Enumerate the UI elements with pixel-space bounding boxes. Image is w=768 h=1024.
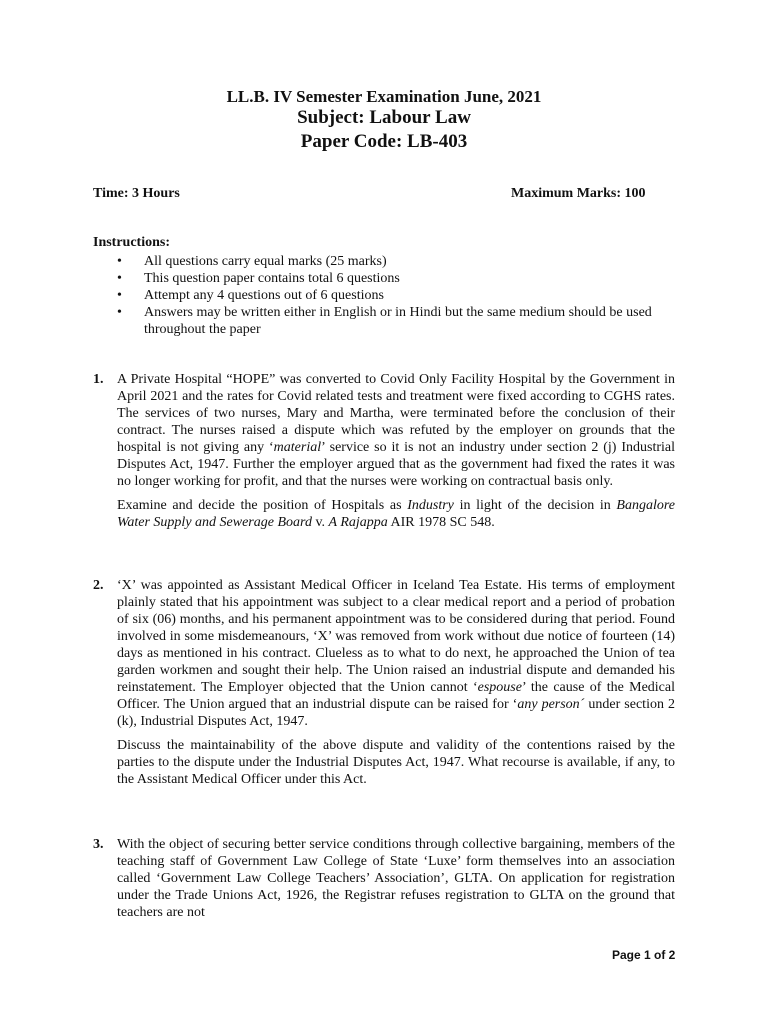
instruction-text: Attempt any 4 questions out of 6 questions bbox=[144, 288, 384, 303]
question-3 bbox=[93, 836, 675, 921]
exam-title: LL.B. IV Semester Examination June, 2021 bbox=[226, 87, 542, 106]
maximum-marks: Maximum Marks: 100 bbox=[511, 186, 646, 201]
instruction-item bbox=[93, 270, 683, 287]
bullet-icon: • bbox=[117, 288, 122, 303]
subject-title: Subject: Labour Law bbox=[297, 107, 471, 128]
paper-code: Paper Code: LB-403 bbox=[300, 131, 468, 152]
question-3-facts: With the object of securing better service conditions through collective bargaining, members of the teaching staff of Government Law College of State ‘Luxe’ form themselves into an association called ‘Government Law College Teachers’ Association’, GLTA. On application for registration under the Trade Unions Act, 1926, the Registrar refuses registration to GLTA on the ground that teachers are not bbox=[117, 837, 675, 920]
question-2-facts: ‘X’ was appointed as Assistant Medical Officer in Iceland Tea Estate. His terms of employment plainly stated that his appointment was subject to a clear medical report and a period of probation of six (06) months, and his permanent appointment was to be considered during that period. Found involved in some misdemeanours, ‘X’ was removed from work without due notice of fourteen (14) days as mentioned in his contract. Clueless as to what to do next, he approached the Union of tea garden workmen and sought their help. The Union raised an industrial dispute and demanded his reinstatement. The Employer objected that the Union cannot ‘espouse’ the cause of the Medical Officer. The Union argued that an industrial dispute can be raised for ‘any person´ under section 2 (k), Industrial Disputes Act, 1947. bbox=[117, 578, 675, 729]
instructions-heading: Instructions: bbox=[93, 235, 171, 250]
page-number: Page 1 of 2 bbox=[612, 948, 676, 962]
instructions-list bbox=[93, 253, 683, 338]
question-1 bbox=[93, 371, 675, 531]
instruction-text: All questions carry equal marks (25 marks) bbox=[144, 254, 387, 269]
bullet-icon: • bbox=[117, 271, 122, 286]
question-number: 3. bbox=[93, 837, 104, 852]
bullet-icon: • bbox=[117, 254, 122, 269]
question-2 bbox=[93, 577, 675, 788]
instruction-text: This question paper contains total 6 questions bbox=[144, 271, 400, 286]
question-1-task: Examine and decide the position of Hospitals as Industry in light of the decision in Bangalore Water Supply and Sewerage Board v. A Rajappa AIR 1978 SC 548. bbox=[117, 498, 675, 530]
instruction-item bbox=[93, 253, 683, 270]
instruction-text: Answers may be written either in English or in Hindi but the same medium should be used throughout the paper bbox=[144, 305, 652, 337]
question-1-facts: A Private Hospital “HOPE” was converted to Covid Only Facility Hospital by the Government in April 2021 and the rates for Covid related tests and treatment were fixed according to CGHS rates. The services of two nurses, Mary and Martha, were terminated before the conclusion of their contract. The nurses raised a dispute which was refuted by the employer on grounds that the hospital is not giving any ‘material’ service so it is not an industry under section 2 (j) Industrial Disputes Act, 1947. Further the employer argued that as the government had fixed the rates it was no longer working for profit, and that the nurses were working on contractual basis only. bbox=[117, 372, 675, 489]
time-allowed: Time: 3 Hours bbox=[93, 186, 180, 201]
instruction-item bbox=[93, 287, 683, 304]
question-number: 2. bbox=[93, 578, 104, 593]
instruction-item bbox=[93, 304, 683, 338]
bullet-icon: • bbox=[117, 305, 122, 320]
question-2-task: Discuss the maintainability of the above dispute and validity of the contentions raised by the parties to the dispute under the Industrial Disputes Act, 1947. What recourse is available, if any, to the Assistant Medical Officer under this Act. bbox=[117, 738, 675, 787]
question-number: 1. bbox=[93, 372, 104, 387]
